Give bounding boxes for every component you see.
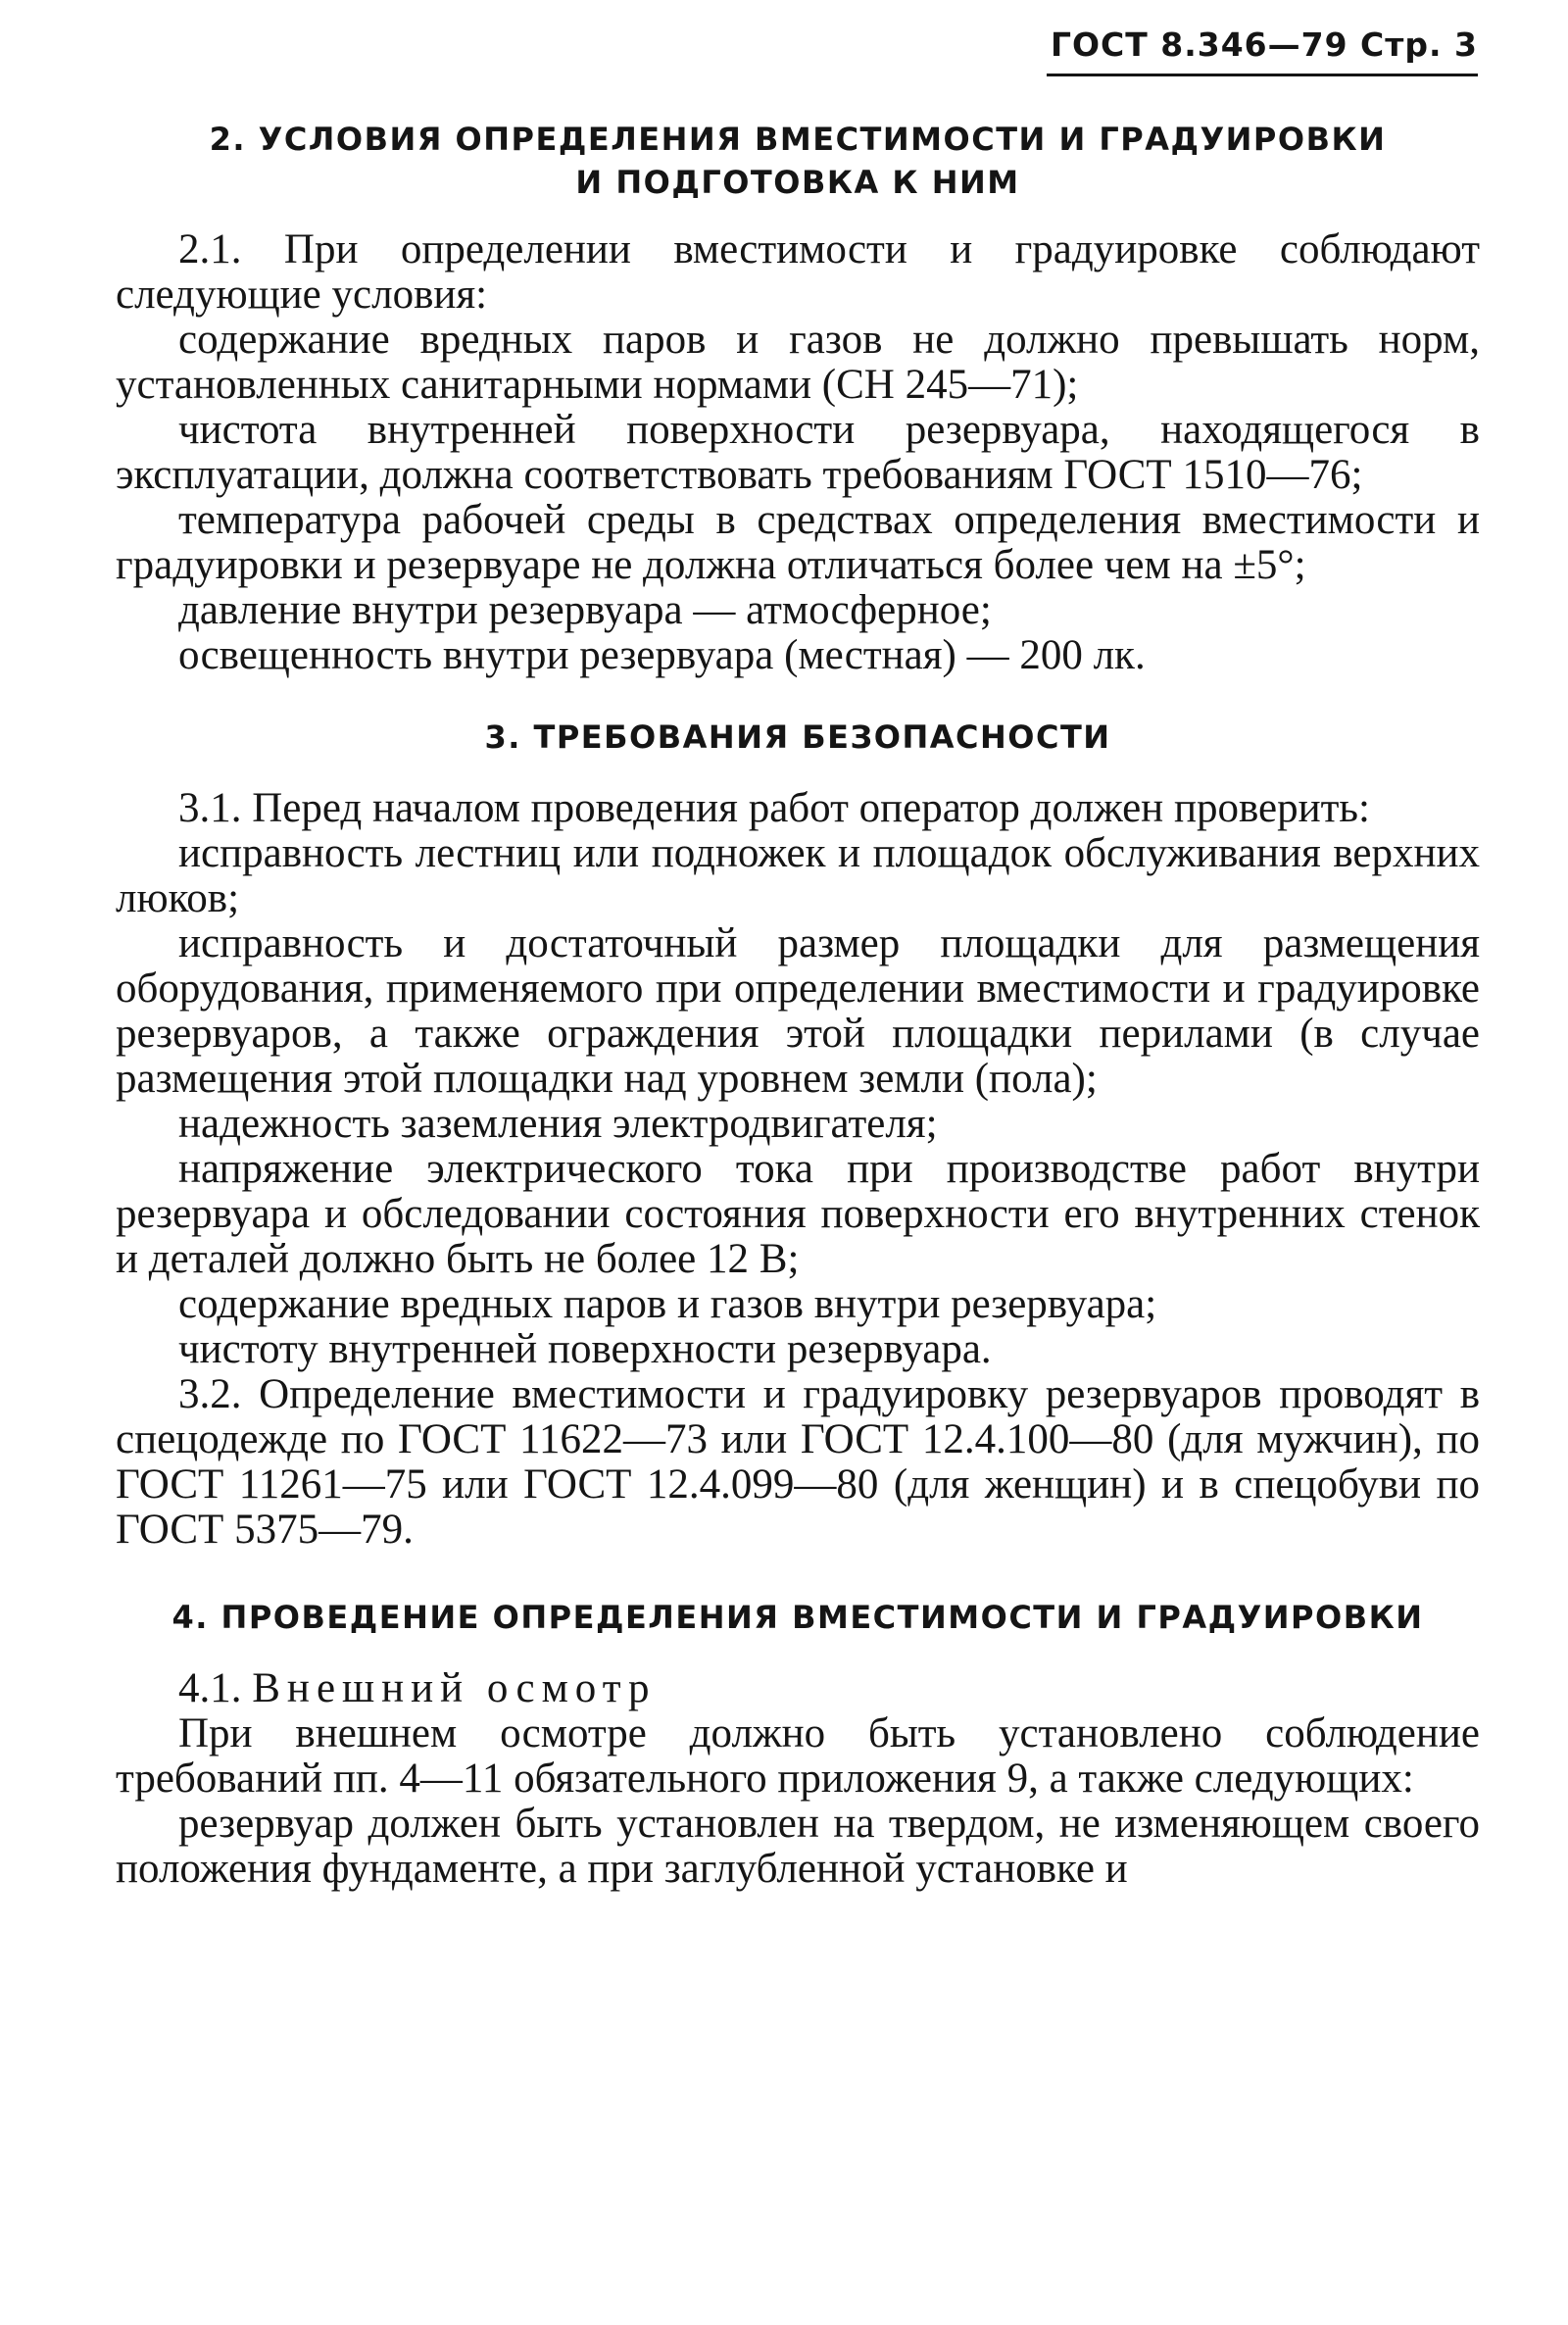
section-2-paragraph: содержание вредных паров и газов не должно превышать норм, установленных санитарными нормами (СН 245—71);: [116, 317, 1480, 408]
section-4-paragraph: резервуар должен быть установлен на твердом, не изменяющем своего положения фундаменте, а при заглубленной установке и: [116, 1801, 1480, 1892]
section-2-title-line-2: И ПОДГОТОВКА К НИМ: [575, 164, 1020, 201]
section-3-title: 3. ТРЕБОВАНИЯ БЕЗОПАСНОСТИ: [484, 718, 1111, 756]
section-3-paragraph: чистоту внутренней поверхности резервуара.: [178, 1326, 992, 1372]
section-2-title-line-1: 2. УСЛОВИЯ ОПРЕДЕЛЕНИЯ ВМЕСТИМОСТИ И ГРАДУИРОВКИ: [209, 121, 1387, 158]
section-2-paragraph: освещенность внутри резервуара (местная) — 200 лк.: [178, 632, 1146, 678]
section-2-paragraph: 2.1. При определении вместимости и градуировке соблюдают следующие условия:: [116, 226, 1480, 318]
section-3-paragraph: исправность и достаточный размер площадки для размещения оборудования, применяемого при определении вместимости и градуировке резервуаров, а также ограждения этой площадки перилами (в случае размещения этой площадки над уровнем земли (пола);: [116, 920, 1480, 1102]
running-head: ГОСТ 8.346—79 Стр. 3: [1047, 25, 1478, 76]
section-3-paragraph: напряжение электрического тока при производстве работ внутри резервуара и обследовании состояния поверхности его внутренних стенок и деталей должно быть не более 12 В;: [116, 1146, 1480, 1282]
section-4-title: 4. ПРОВЕДЕНИЕ ОПРЕДЕЛЕНИЯ ВМЕСТИМОСТИ И ГРАДУИРОВКИ: [172, 1599, 1424, 1636]
page-content: [116, 118, 1480, 1892]
section-2-paragraph: чистота внутренней поверхности резервуара, находящегося в эксплуатации, должна соответствовать требованиям ГОСТ 1510—76;: [116, 407, 1480, 498]
section-4-paragraph: При внешнем осмотре должно быть установлено соблюдение требований пп. 4—11 обязательного приложения 9, а также следующих:: [116, 1710, 1480, 1802]
subsection-title: Внешний осмотр: [252, 1665, 657, 1711]
subsection-4-1-heading: [116, 1666, 1480, 1711]
section-3-paragraph: 3.2. Определение вместимости и градуировку резервуаров проводят в спецодежде по ГОСТ 11622—73 или ГОСТ 12.4.100—80 (для мужчин), по ГОСТ 11261—75 или ГОСТ 12.4.099—80 (для женщин) и в спецобуви по ГОСТ 5375—79.: [116, 1371, 1480, 1553]
section-3-paragraph: содержание вредных паров и газов внутри резервуара;: [178, 1281, 1157, 1327]
section-2-paragraph: температура рабочей среды в средствах определения вместимости и градуировки и резервуаре не должна отличаться более чем на ±5°;: [116, 497, 1480, 588]
section-3-paragraph: надежность заземления электродвигателя;: [178, 1101, 938, 1147]
section-3-paragraph: исправность лестниц или подножек и площадок обслуживания верхних люков;: [116, 830, 1480, 921]
subsection-number: 4.1.: [178, 1665, 242, 1711]
section-3-paragraph: 3.1. Перед началом проведения работ оператор должен проверить:: [178, 785, 1370, 831]
section-2-paragraph: давление внутри резервуара — атмосферное;: [178, 587, 992, 633]
